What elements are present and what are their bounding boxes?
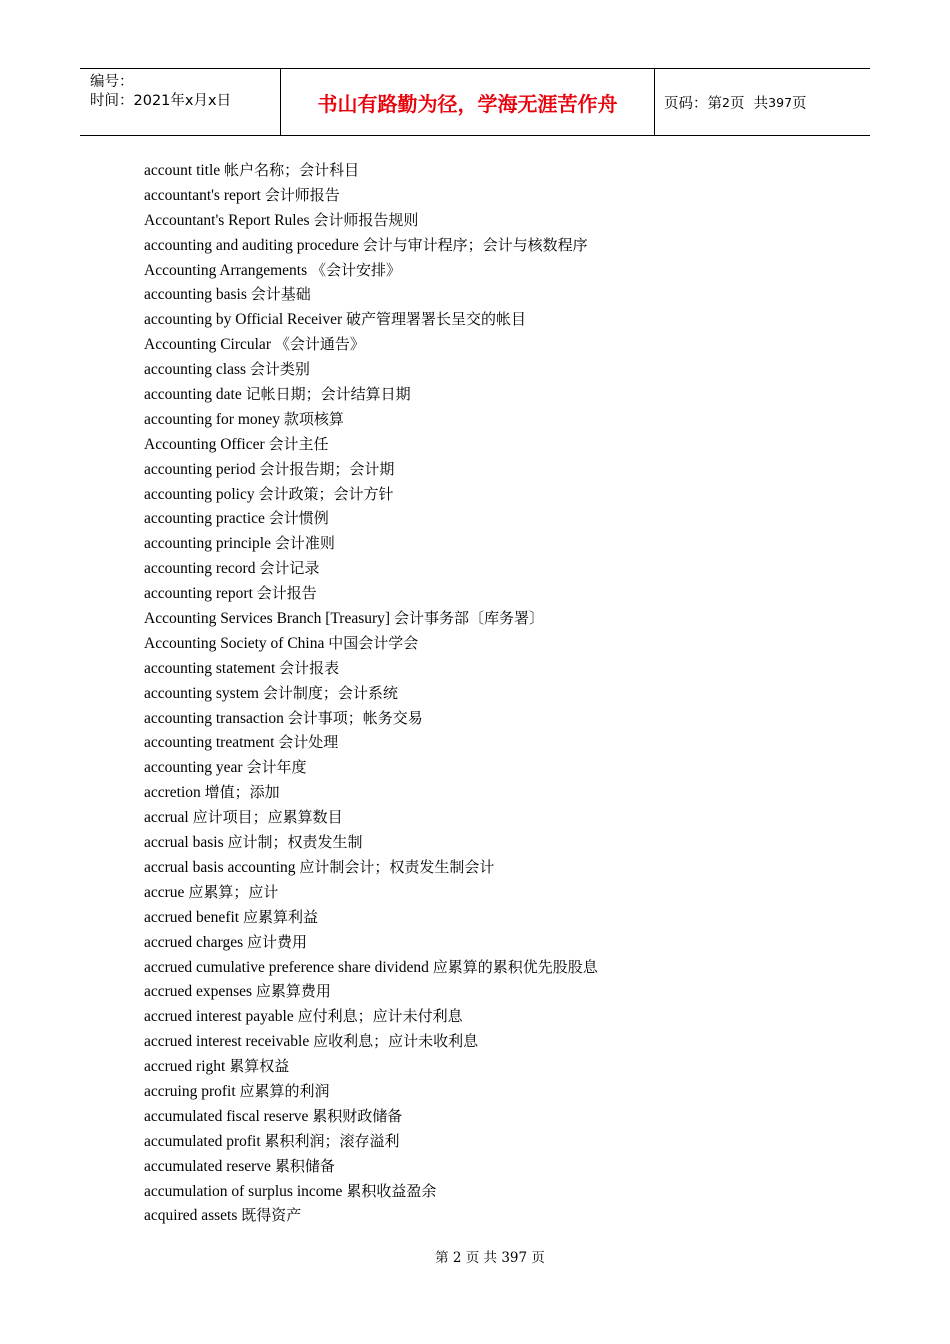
glossary-entry	[144, 531, 844, 556]
entry-chinese-translation: 累积财政储备	[312, 1106, 403, 1125]
header-page-info	[655, 69, 870, 135]
entry-chinese-translation: 会计报告	[256, 584, 317, 603]
entry-english-term: accounting class	[144, 361, 247, 379]
entry-chinese-translation: 应计费用	[246, 932, 307, 951]
entry-english-term: accounting record	[144, 560, 256, 578]
glossary-entry	[144, 830, 844, 855]
entry-chinese-translation: 应计制；权责发生制	[227, 833, 363, 852]
entry-english-term: accretion	[144, 784, 201, 802]
glossary-entry	[144, 656, 844, 681]
glossary-entry	[144, 482, 844, 507]
entry-chinese-translation: 增值；添加	[204, 783, 280, 802]
entry-chinese-translation: 会计主任	[268, 434, 329, 453]
page-total: 397	[768, 94, 793, 110]
entry-chinese-translation: 会计报告期；会计期	[259, 459, 395, 478]
glossary-entry	[144, 979, 844, 1004]
entry-chinese-translation: 记帐日期；会计结算日期	[245, 385, 411, 404]
glossary-entry	[144, 382, 844, 407]
entry-english-term: accrual basis accounting	[144, 858, 296, 876]
entry-chinese-translation: 累积利润；滚存溢利	[264, 1131, 400, 1150]
entry-chinese-translation: 应累算利益	[242, 907, 318, 926]
entry-english-term: accounting basis	[144, 286, 247, 304]
glossary-entry	[144, 855, 844, 880]
entry-english-term: accounting policy	[144, 485, 255, 503]
entry-chinese-translation: 会计记录	[259, 559, 320, 578]
entry-english-term: accounting for money	[144, 410, 281, 428]
entry-chinese-translation: 累积储备	[274, 1156, 335, 1175]
entry-english-term: accounting report	[144, 585, 253, 603]
entry-chinese-translation: 款项核算	[283, 409, 344, 428]
entry-chinese-translation: 应付利息；应计未付利息	[297, 1007, 463, 1026]
entry-chinese-translation: 会计年度	[246, 758, 307, 777]
glossary-entry	[144, 1004, 844, 1029]
glossary-entry	[144, 432, 844, 457]
page-footer: 第 2 页 共 397 页	[435, 1250, 545, 1266]
entry-chinese-translation: 会计政策；会计方针	[258, 484, 394, 503]
entry-english-term: Accounting Services Branch [Treasury]	[144, 610, 391, 628]
entry-english-term: accrual basis	[144, 834, 224, 852]
entry-english-term: accumulation of surplus income	[144, 1182, 343, 1200]
glossary-entry	[144, 556, 844, 581]
entry-chinese-translation: 应计制会计；权责发生制会计	[299, 857, 495, 876]
glossary-entry	[144, 681, 844, 706]
entry-chinese-translation: 会计类别	[249, 360, 310, 379]
entry-chinese-translation: 应收利息；应计未收利息	[313, 1032, 479, 1051]
entry-english-term: accrued expenses	[144, 983, 253, 1001]
entry-chinese-translation: 累积收益盈余	[346, 1181, 437, 1200]
entry-chinese-translation: 会计事务部〔库务署〕	[393, 609, 544, 628]
document-time-label: 时间：2021年x月x日	[90, 93, 232, 109]
entry-english-term: accrued benefit	[144, 908, 240, 926]
header-meta	[80, 69, 281, 135]
glossary-entry	[144, 1129, 844, 1154]
entry-english-term: Accounting Circular	[144, 336, 271, 354]
entry-english-term: accounting year	[144, 759, 243, 777]
entry-english-term: accounting statement	[144, 659, 276, 677]
entry-chinese-translation: 会计师报告	[264, 185, 340, 204]
entry-chinese-translation: 应累算；应计	[188, 882, 279, 901]
entry-english-term: accrued cumulative preference share dividend	[144, 958, 429, 976]
entry-english-term: accountant's report	[144, 186, 261, 204]
glossary-entry	[144, 730, 844, 755]
entry-chinese-translation: 应累算的累积优先股股息	[432, 957, 598, 976]
glossary-entry	[144, 233, 844, 258]
glossary-entry	[144, 407, 844, 432]
entry-english-term: accounting by Official Receiver	[144, 311, 343, 329]
glossary-entry	[144, 706, 844, 731]
page-suffix: 页	[792, 95, 807, 112]
entry-chinese-translation: 《会计通告》	[274, 335, 365, 354]
glossary-entry	[144, 606, 844, 631]
glossary-entry	[144, 1179, 844, 1204]
entry-english-term: accumulated fiscal reserve	[144, 1107, 309, 1125]
entry-chinese-translation: 会计惯例	[268, 509, 329, 528]
page-mid-label: 页 共	[729, 95, 769, 112]
glossary-entry	[144, 332, 844, 357]
entry-english-term: accounting transaction	[144, 709, 284, 727]
entry-english-term: Accounting Society of China	[144, 634, 325, 652]
header-motto: 书山有路勤为径，学海无涯苦作舟	[281, 69, 655, 135]
entry-english-term: Accounting Officer	[144, 435, 265, 453]
glossary-entry	[144, 631, 844, 656]
glossary-entry	[144, 755, 844, 780]
entry-english-term: accruing profit	[144, 1082, 236, 1100]
glossary-entry	[144, 307, 844, 332]
entry-chinese-translation: 既得资产	[241, 1206, 302, 1225]
glossary-entry	[144, 1054, 844, 1079]
page-label: 页码：第	[664, 95, 722, 112]
entry-chinese-translation: 会计基础	[250, 285, 311, 304]
entry-english-term: accrued interest payable	[144, 1008, 294, 1026]
entry-english-term: accounting treatment	[144, 734, 275, 752]
glossary-entry	[144, 258, 844, 283]
glossary-entry	[144, 1079, 844, 1104]
entry-chinese-translation: 破产管理署署长呈交的帐目	[346, 310, 527, 329]
entry-english-term: account title	[144, 162, 221, 179]
entry-english-term: accrued right	[144, 1058, 226, 1076]
entry-chinese-translation: 会计制度；会计系统	[262, 683, 398, 702]
glossary-entry	[144, 1104, 844, 1129]
entry-english-term: accrued charges	[144, 933, 244, 951]
glossary-entry	[144, 1203, 844, 1228]
entry-english-term: accrued interest receivable	[144, 1033, 310, 1051]
entry-english-term: Accountant's Report Rules	[144, 211, 310, 229]
page-header	[80, 68, 870, 136]
entry-english-term: accounting system	[144, 684, 259, 702]
entry-chinese-translation: 会计事项；帐务交易	[287, 708, 423, 727]
entry-chinese-translation: 《会计安排》	[311, 260, 402, 279]
entry-chinese-translation: 会计处理	[278, 733, 339, 752]
glossary-entry	[144, 457, 844, 482]
entry-chinese-translation: 会计师报告规则	[313, 210, 419, 229]
entry-chinese-translation: 应累算费用	[255, 982, 331, 1001]
glossary-entry	[144, 930, 844, 955]
entry-chinese-translation: 累算权益	[229, 1057, 290, 1076]
entry-chinese-translation: 中国会计学会	[328, 633, 419, 652]
page-current: 2	[722, 94, 730, 110]
glossary-entry	[144, 1154, 844, 1179]
glossary-entry	[144, 805, 844, 830]
entry-english-term: accumulated reserve	[144, 1157, 271, 1175]
glossary-entry	[144, 208, 844, 233]
entry-chinese-translation: 应计项目；应累算数目	[192, 808, 343, 827]
entry-english-term: accumulated profit	[144, 1132, 261, 1150]
entry-chinese-translation: 应累算的利润	[239, 1081, 330, 1100]
entry-chinese-translation: 会计与审计程序；会计与核数程序	[362, 235, 588, 254]
glossary-list	[144, 158, 844, 1228]
entry-chinese-translation: 会计报表	[279, 658, 340, 677]
entry-english-term: accrue	[144, 883, 185, 901]
glossary-entry	[144, 506, 844, 531]
glossary-entry	[144, 955, 844, 980]
entry-english-term: accrual	[144, 809, 189, 827]
entry-chinese-translation: 会计准则	[274, 534, 335, 553]
glossary-entry	[144, 183, 844, 208]
glossary-entry	[144, 905, 844, 930]
glossary-entry	[144, 880, 844, 905]
glossary-entry	[144, 357, 844, 382]
entry-english-term: Accounting Arrangements	[144, 261, 308, 279]
glossary-entry	[144, 581, 844, 606]
glossary-entry	[144, 158, 844, 183]
entry-english-term: accounting principle	[144, 535, 271, 553]
glossary-entry	[144, 780, 844, 805]
entry-english-term: accounting and auditing procedure	[144, 236, 359, 254]
entry-english-term: accounting practice	[144, 510, 265, 528]
glossary-entry	[144, 282, 844, 307]
entry-chinese-translation: 帐户名称；会计科目	[224, 161, 360, 179]
document-number-label: 编号：	[90, 74, 134, 90]
entry-english-term: acquired assets	[144, 1207, 238, 1225]
glossary-entry	[144, 1029, 844, 1054]
entry-english-term: accounting date	[144, 386, 242, 404]
entry-english-term: accounting period	[144, 460, 256, 478]
